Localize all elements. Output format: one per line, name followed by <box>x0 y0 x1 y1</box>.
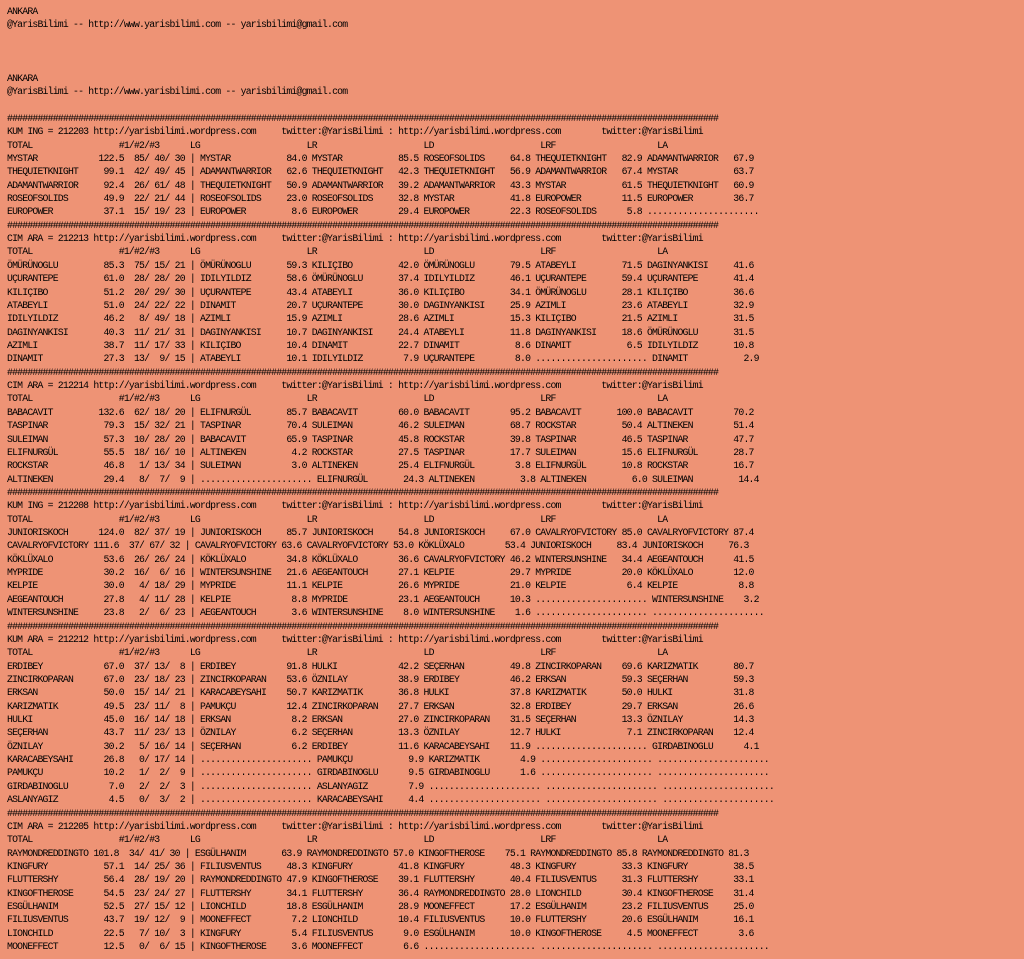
result-row: MOONEFFECT 12.5 0/ 6/ 15 | KINGOFTHEROSE 3.6 MOONEFFECT 6.6 ...................... ...................... ...................... <box>7 941 769 953</box>
result-row: ALTINEKEN 29.4 8/ 7/ 9 | ...................... ELIFNURGÜL 24.3 ALTINEKEN 3.8 ALTINEKEN 6.0 SULEIMAN 14.4 <box>7 473 759 485</box>
race-header: CIM ARA = 212205 http://yarisbilimi.wordpress.com twitter:@YarisBilimi : http://yarisbilimi.wordpress.com twitter:@YarisBilimi <box>7 820 703 832</box>
city-title: ANKARA <box>7 72 38 84</box>
result-row: WINTERSUNSHINE 23.8 2/ 6/ 23 | AEGEANTOUCH 3.6 WINTERSUNSHINE 8.0 WINTERSUNSHINE 1.6 ...................... ...................... <box>7 607 764 619</box>
result-row: TASPINAR 79.3 15/ 32/ 21 | TASPINAR 70.4 SULEIMAN 46.2 SULEIMAN 68.7 ROCKSTAR 50.4 ALTINEKEN 51.4 <box>7 420 754 432</box>
result-row: SEÇERHAN 43.7 11/ 23/ 13 | ÖZNILAY 6.2 SEÇERHAN 13.3 ÖZNILAY 12.7 HULKI 7.1 ZINCIRKOPARAN 12.4 <box>7 727 754 739</box>
column-header: TOTAL #1/#2/#3 LG LR LD LRF LA <box>7 647 668 659</box>
result-row: RAYMONDREDDINGTO 101.8 34/ 41/ 30 | ESGÜLHANIM 63.9 RAYMONDREDDINGTO 57.0 KINGOFTHEROSE 75.1 RAYMONDREDDINGTO 85.8 RAYMONDREDDINGTO 81.3 <box>7 847 749 859</box>
result-row: IDILYILDIZ 46.2 8/ 49/ 18 | AZIMLI 15.9 AZIMLI 28.6 AZIMLI 15.3 KILIÇIBO 21.5 AZIMLI 31.5 <box>7 313 754 325</box>
blank-line <box>7 32 1024 45</box>
column-header: TOTAL #1/#2/#3 LG LR LD LRF LA <box>7 393 668 405</box>
contact-line: @YarisBilimi -- http://www.yarisbilimi.com -- yarisbilimi@gmail.com <box>7 19 348 31</box>
result-row: AEGEANTOUCH 27.8 4/ 11/ 28 | KELPIE 8.8 MYPRIDE 23.1 AEGEANTOUCH 10.3 ...................... WINTERSUNSHINE 3.2 <box>7 593 759 605</box>
result-row: FLUTTERSHY 56.4 28/ 19/ 20 | RAYMONDREDDINGTO 47.9 KINGOFTHEROSE 39.1 FLUTTERSHY 40.4 FILIUSVENTUS 31.3 FLUTTERSHY 33.1 <box>7 874 754 886</box>
result-row: KINGOFTHEROSE 54.5 23/ 24/ 27 | FLUTTERSHY 34.1 FLUTTERSHY 36.4 RAYMONDREDDINGTO 28.0 LIONCHILD 30.4 KINGOFTHEROSE 31.4 <box>7 887 754 899</box>
blank-line <box>7 99 1024 112</box>
result-row: ÖMÜRÜNOGLU 85.3 75/ 15/ 21 | ÖMÜRÜNOGLU 59.3 KILIÇIBO 42.0 ÖMÜRÜNOGLU 79.5 ATABEYLI 71.5 DAGINYANKISI 41.6 <box>7 259 754 271</box>
result-row: ASLANYAGIZ 4.5 0/ 3/ 2 | ...................... KARACABEYSAHI 4.4 ...................... ...................... ...................... <box>7 794 774 806</box>
result-row: ROCKSTAR 46.8 1/ 13/ 34 | SULEIMAN 3.0 ALTINEKEN 25.4 ELIFNURGÜL 3.8 ELIFNURGÜL 10.8 ROCKSTAR 16.7 <box>7 460 754 472</box>
race-header: KUM ING = 212203 http://yarisbilimi.wordpress.com twitter:@YarisBilimi : http://yarisbilimi.wordpress.com twitter:@YarisBilimi <box>7 126 703 138</box>
result-row: LIONCHILD 22.5 7/ 10/ 3 | KINGFURY 5.4 FILIUSVENTUS 9.0 ESGÜLHANIM 10.0 KINGOFTHEROSE 4.5 MOONEFFECT 3.6 <box>7 927 754 939</box>
section-divider: ############################################################################################################################################ <box>7 112 719 124</box>
column-header: TOTAL #1/#2/#3 LG LR LD LRF LA <box>7 834 668 846</box>
result-row: KARACABEYSAHI 26.8 0/ 17/ 14 | ...................... PAMUKÇU 9.9 KARIZMATIK 4.9 ...................... ...................... <box>7 754 769 766</box>
race-header: CIM ARA = 212213 http://yarisbilimi.wordpress.com twitter:@YarisBilimi : http://yarisbilimi.wordpress.com twitter:@YarisBilimi <box>7 233 703 245</box>
result-row: KILIÇIBO 51.2 20/ 29/ 30 | UÇURANTEPE 43.4 ATABEYLI 36.0 KILIÇIBO 34.1 ÖMÜRÜNOGLU 28.1 KILIÇIBO 36.6 <box>7 286 754 298</box>
result-row: ESGÜLHANIM 52.5 27/ 15/ 12 | LIONCHILD 18.8 ESGÜLHANIM 28.9 MOONEFFECT 17.2 ESGÜLHANIM 23.2 FILIUSVENTUS 25.0 <box>7 901 754 913</box>
section-divider: ############################################################################################################################################ <box>7 807 719 819</box>
section-divider: ############################################################################################################################################ <box>7 620 719 632</box>
result-row: MYPRIDE 30.2 16/ 6/ 16 | WINTERSUNSHINE 21.6 AEGEANTOUCH 27.1 KELPIE 29.7 MYPRIDE 20.0 KÖKLÜXALO 12.0 <box>7 567 754 579</box>
result-row: EUROPOWER 37.1 15/ 19/ 23 | EUROPOWER 8.6 EUROPOWER 29.4 EUROPOWER 22.3 ROSEOFSOLIDS 5.8 ...................... <box>7 206 759 218</box>
result-row: DAGINYANKISI 40.3 11/ 21/ 31 | DAGINYANKISI 10.7 DAGINYANKISI 24.4 ATABEYLI 11.8 DAGINYANKISI 18.6 ÖMÜRÜNOGLU 31.5 <box>7 326 754 338</box>
result-row: ÖZNILAY 30.2 5/ 16/ 14 | SEÇERHAN 6.2 ERDIBEY 11.6 KARACABEYSAHI 11.9 ...................... GIRDABINOGLU 4.1 <box>7 740 759 752</box>
result-row: ERDIBEY 67.0 37/ 13/ 8 | ERDIBEY 91.8 HULKI 42.2 SEÇERHAN 49.8 ZINCIRKOPARAN 69.6 KARIZMATIK 80.7 <box>7 660 754 672</box>
column-header: TOTAL #1/#2/#3 LG LR LD LRF LA <box>7 513 668 525</box>
result-row: KÖKLÜXALO 53.6 26/ 26/ 24 | KÖKLÜXALO 34.8 KÖKLÜXALO 36.6 CAVALRYOFVICTORY 46.2 WINTERSUNSHINE 34.4 AEGEANTOUCH 41.5 <box>7 553 754 565</box>
race-header: KUM ARA = 212212 http://yarisbilimi.wordpress.com twitter:@YarisBilimi : http://yarisbilimi.wordpress.com twitter:@YarisBilimi <box>7 633 703 645</box>
result-row: KINGFURY 57.1 14/ 25/ 36 | FILIUSVENTUS 48.3 KINGFURY 41.8 KINGFURY 48.3 KINGFURY 33.3 KINGFURY 38.5 <box>7 861 754 872</box>
result-row: PAMUKÇU 10.2 1/ 2/ 9 | ...................... GIRDABINOGLU 9.5 GIRDABINOGLU 1.6 ...................... ...................... <box>7 767 769 779</box>
result-row: SULEIMAN 57.3 10/ 28/ 20 | BABACAVIT 65.9 TASPINAR 45.8 ROCKSTAR 39.8 TASPINAR 46.5 TASPINAR 47.7 <box>7 433 754 445</box>
result-row: ADAMANTWARRIOR 92.4 26/ 61/ 48 | THEQUIETKNIGHT 50.9 ADAMANTWARRIOR 39.2 ADAMANTWARRIOR 43.3 MYSTAR 61.5 THEQUIETKNIGHT 60.9 <box>7 179 754 191</box>
result-row: ATABEYLI 51.0 24/ 22/ 22 | DINAMIT 20.7 UÇURANTEPE 30.0 DAGINYANKISI 25.9 AZIMLI 23.6 ATABEYLI 32.9 <box>7 299 754 311</box>
result-row: MYSTAR 122.5 85/ 40/ 30 | MYSTAR 84.0 MYSTAR 85.5 ROSEOFSOLIDS 64.8 THEQUIETKNIGHT 82.9 ADAMANTWARRIOR 67.9 <box>7 152 754 164</box>
result-row: UÇURANTEPE 61.0 28/ 28/ 20 | IDILYILDIZ 58.6 ÖMÜRÜNOGLU 37.4 IDILYILDIZ 46.1 UÇURANTEPE 59.4 UÇURANTEPE 41.4 <box>7 273 754 285</box>
result-row: DINAMIT 27.3 13/ 9/ 15 | ATABEYLI 10.1 IDILYILDIZ 7.9 UÇURANTEPE 8.0 ...................... DINAMIT 2.9 <box>7 353 759 365</box>
section-divider: ############################################################################################################################################ <box>7 486 719 498</box>
result-row: FILIUSVENTUS 43.7 19/ 12/ 9 | MOONEFFECT 7.2 LIONCHILD 10.4 FILIUSVENTUS 10.0 FLUTTERSHY 20.6 ESGÜLHANIM 16.1 <box>7 914 754 926</box>
race-header: CIM ARA = 212214 http://yarisbilimi.wordpress.com twitter:@YarisBilimi : http://yarisbilimi.wordpress.com twitter:@YarisBilimi <box>7 380 703 392</box>
blank-line <box>7 45 1024 58</box>
blank-line <box>7 58 1024 71</box>
result-row: ERKSAN 50.0 15/ 14/ 21 | KARACABEYSAHI 50.7 KARIZMATIK 36.8 HULKI 37.8 KARIZMATIK 50.0 HULKI 31.8 <box>7 687 754 699</box>
result-row: THEQUIETKNIGHT 99.1 42/ 49/ 45 | ADAMANTWARRIOR 62.6 THEQUIETKNIGHT 42.3 THEQUIETKNIGHT 56.9 ADAMANTWARRIOR 67.4 MYSTAR 63.7 <box>7 166 754 178</box>
result-row: GIRDABINOGLU 7.0 2/ 2/ 3 | ...................... ASLANYAGIZ 7.9 ...................... ...................... ...................... <box>7 780 774 792</box>
result-row: KELPIE 30.0 4/ 18/ 29 | MYPRIDE 11.1 KELPIE 26.6 MYPRIDE 21.0 KELPIE 6.4 KELPIE 8.8 <box>7 580 754 592</box>
section-divider: ############################################################################################################################################ <box>7 366 719 378</box>
result-row: CAVALRYOFVICTORY 111.6 37/ 67/ 32 | CAVALRYOFVICTORY 63.6 CAVALRYOFVICTORY 53.0 KÖKLÜXALO 53.4 JUNIORISKOCH 83.4 JUNIORISKOCH 76.3 <box>7 540 749 552</box>
result-row: HULKI 45.0 16/ 14/ 18 | ERKSAN 8.2 ERKSAN 27.0 ZINCIRKOPARAN 31.5 SEÇERHAN 13.3 ÖZNILAY 14.3 <box>7 714 754 726</box>
section-divider: ############################################################################################################################################ <box>7 219 719 231</box>
contact-line: @YarisBilimi -- http://www.yarisbilimi.com -- yarisbilimi@gmail.com <box>7 86 348 98</box>
column-header: TOTAL #1/#2/#3 LG LR LD LRF LA <box>7 139 668 151</box>
result-row: ELIFNURGÜL 55.5 18/ 16/ 10 | ALTINEKEN 4.2 ROCKSTAR 27.5 TASPINAR 17.7 SULEIMAN 15.6 ELIFNURGÜL 28.7 <box>7 446 754 458</box>
city-title: ANKARA <box>7 6 38 17</box>
result-row: ROSEOFSOLIDS 49.9 22/ 21/ 44 | ROSEOFSOLIDS 23.0 ROSEOFSOLIDS 32.8 MYSTAR 41.8 EUROPOWER 11.5 EUROPOWER 36.7 <box>7 193 754 205</box>
column-header: TOTAL #1/#2/#3 LG LR LD LRF LA <box>7 246 668 258</box>
result-row: ZINCIRKOPARAN 67.0 23/ 18/ 23 | ZINCIRKOPARAN 53.6 ÖZNILAY 38.9 ERDIBEY 46.2 ERKSAN 59.3 SEÇERHAN 59.3 <box>7 673 754 685</box>
result-row: JUNIORISKOCH 124.0 82/ 37/ 19 | JUNIORISKOCH 85.7 JUNIORISKOCH 54.8 JUNIORISKOCH 67.0 CAVALRYOFVICTORY 85.0 CAVALRYOFVICTORY 87.4 <box>7 527 754 539</box>
result-row: AZIMLI 38.7 11/ 17/ 33 | KILIÇIBO 10.4 DINAMIT 22.7 DINAMIT 8.6 DINAMIT 6.5 IDILYILDIZ 10.8 <box>7 339 754 351</box>
result-row: BABACAVIT 132.6 62/ 18/ 20 | ELIFNURGÜL 85.7 BABACAVIT 60.0 BABACAVIT 95.2 BABACAVIT 100.0 BABACAVIT 70.2 <box>7 406 754 418</box>
race-header: KUM ING = 212208 http://yarisbilimi.wordpress.com twitter:@YarisBilimi : http://yarisbilimi.wordpress.com twitter:@YarisBilimi <box>7 500 703 512</box>
result-row: KARIZMATIK 49.5 23/ 11/ 8 | PAMUKÇU 12.4 ZINCIRKOPARAN 27.7 ERKSAN 32.8 ERDIBEY 29.7 ERKSAN 26.6 <box>7 700 754 712</box>
